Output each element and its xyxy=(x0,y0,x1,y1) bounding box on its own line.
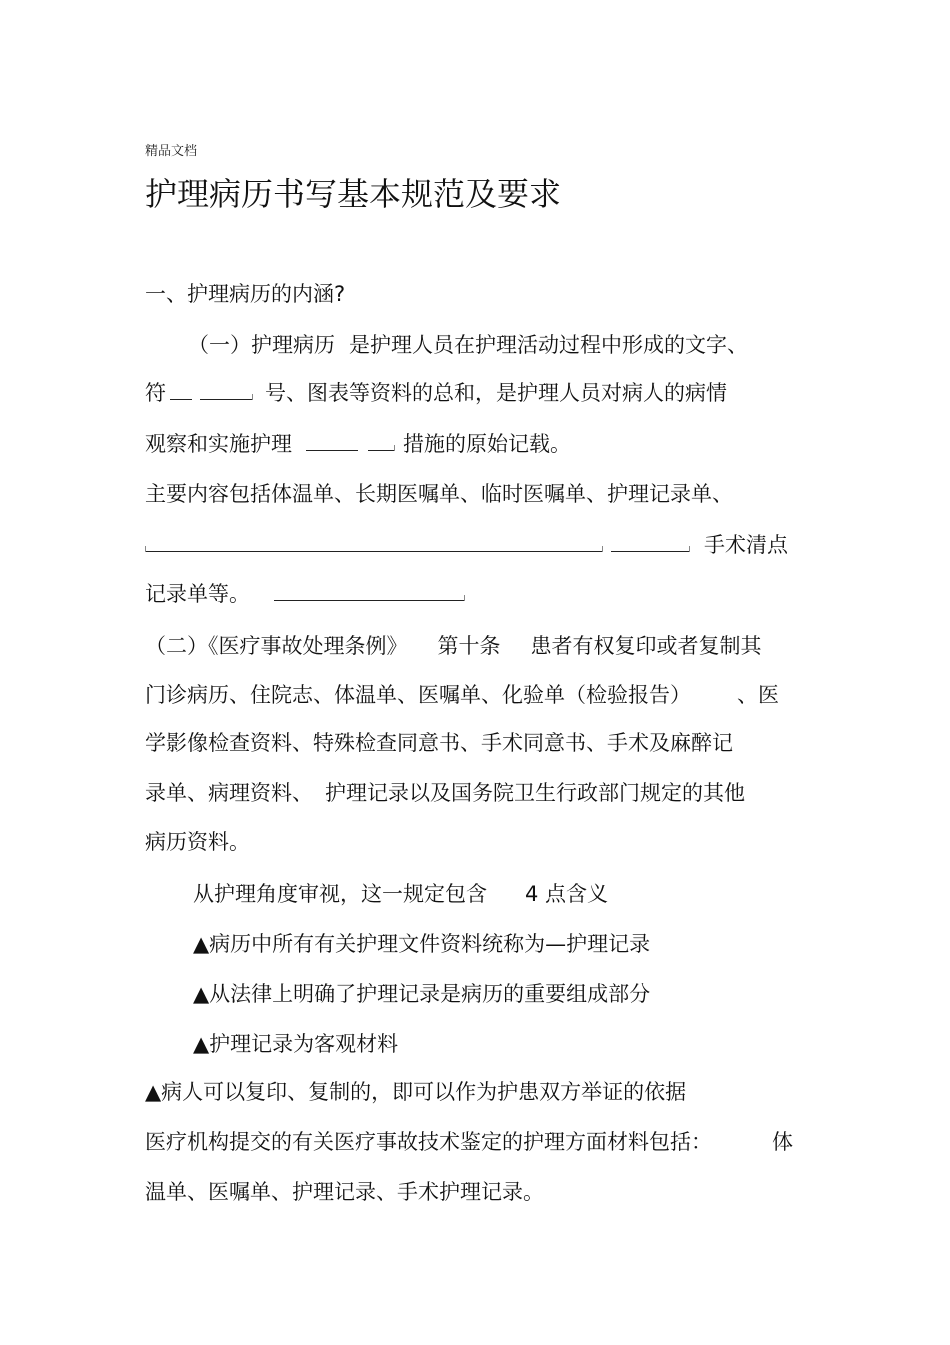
fill-blank xyxy=(274,582,464,601)
blank-tick xyxy=(602,546,603,552)
text-run: 4 点含义 xyxy=(525,882,609,906)
blank-tick xyxy=(394,445,395,451)
bullet-item: ▲从法律上明确了护理记录是病历的重要组成部分 xyxy=(193,982,651,1006)
text-run: 是护理人员在护理活动过程中形成的文字、 xyxy=(349,333,748,357)
paragraph-line: 温单、医嘱单、护理记录、手术护理记录。 xyxy=(145,1180,544,1204)
text-run: 符 xyxy=(145,381,166,405)
paragraph-line xyxy=(145,681,779,709)
fill-blank xyxy=(306,432,358,451)
paragraph-line xyxy=(145,779,745,807)
blank-tick xyxy=(252,394,253,400)
text-run: 第十条 xyxy=(437,634,501,658)
paragraph-line xyxy=(145,632,762,660)
text-run: 观察和实施护理 xyxy=(145,432,292,456)
text-run: 、医 xyxy=(737,683,779,707)
paragraph-line xyxy=(188,331,748,359)
paragraph-line xyxy=(193,880,608,908)
text-run: （一）护理病历 xyxy=(188,333,335,357)
text-run: 号、图表等资料的总和，是护理人员对病人的病情 xyxy=(265,381,727,405)
text-run: 措施的原始记载。 xyxy=(403,432,571,456)
paragraph-line xyxy=(145,430,571,458)
paragraph-line: 病历资料。 xyxy=(145,830,250,854)
paragraph-line xyxy=(145,379,727,407)
text-run: （二）《医疗事故处理条例》 xyxy=(145,634,408,658)
fill-blank xyxy=(170,381,192,400)
fill-blank xyxy=(146,533,602,552)
paragraph-line xyxy=(145,1128,793,1156)
fill-blank xyxy=(368,432,394,451)
page-title: 护理病历书写基本规范及要求 xyxy=(145,175,562,213)
bullet-item: ▲病人可以复印、复制的，即可以作为护患双方举证的依据 xyxy=(145,1080,687,1104)
paragraph-line: 学影像检查资料、特殊检查同意书、手术同意书、手术及麻醉记 xyxy=(145,731,733,755)
text-run: 门诊病历、住院志、体温单、医嘱单、化验单（检验报告） xyxy=(145,683,691,707)
paragraph-line xyxy=(145,580,465,608)
fill-blank xyxy=(200,381,252,400)
bullet-item: ▲护理记录为客观材料 xyxy=(193,1032,399,1056)
section-heading: 一、护理病历的内涵? xyxy=(145,282,346,306)
text-run: 体 xyxy=(772,1130,793,1154)
page-header-label: 精品文档 xyxy=(145,144,198,159)
paragraph-line: 主要内容包括体温单、长期医嘱单、临时医嘱单、护理记录单、 xyxy=(145,482,733,506)
text-run: 患者有权复印或者复制其 xyxy=(530,634,762,658)
bullet-item: ▲病历中所有有关护理文件资料统称为—护理记录 xyxy=(193,932,651,956)
paragraph-line xyxy=(145,531,788,559)
blank-tick xyxy=(464,595,465,601)
text-run: 医疗机构提交的有关医疗事故技术鉴定的护理方面材料包括： xyxy=(145,1130,712,1154)
fill-blank xyxy=(611,533,689,552)
text-run: 记录单等。 xyxy=(145,582,250,606)
text-run: 护理记录以及国务院卫生行政部门规定的其他 xyxy=(325,781,745,805)
text-run: 录单、病理资料、 xyxy=(145,781,313,805)
text-run: 手术清点 xyxy=(704,533,788,557)
text-run: 从护理角度审视，这一规定包含 xyxy=(193,882,487,906)
blank-tick xyxy=(689,546,690,552)
